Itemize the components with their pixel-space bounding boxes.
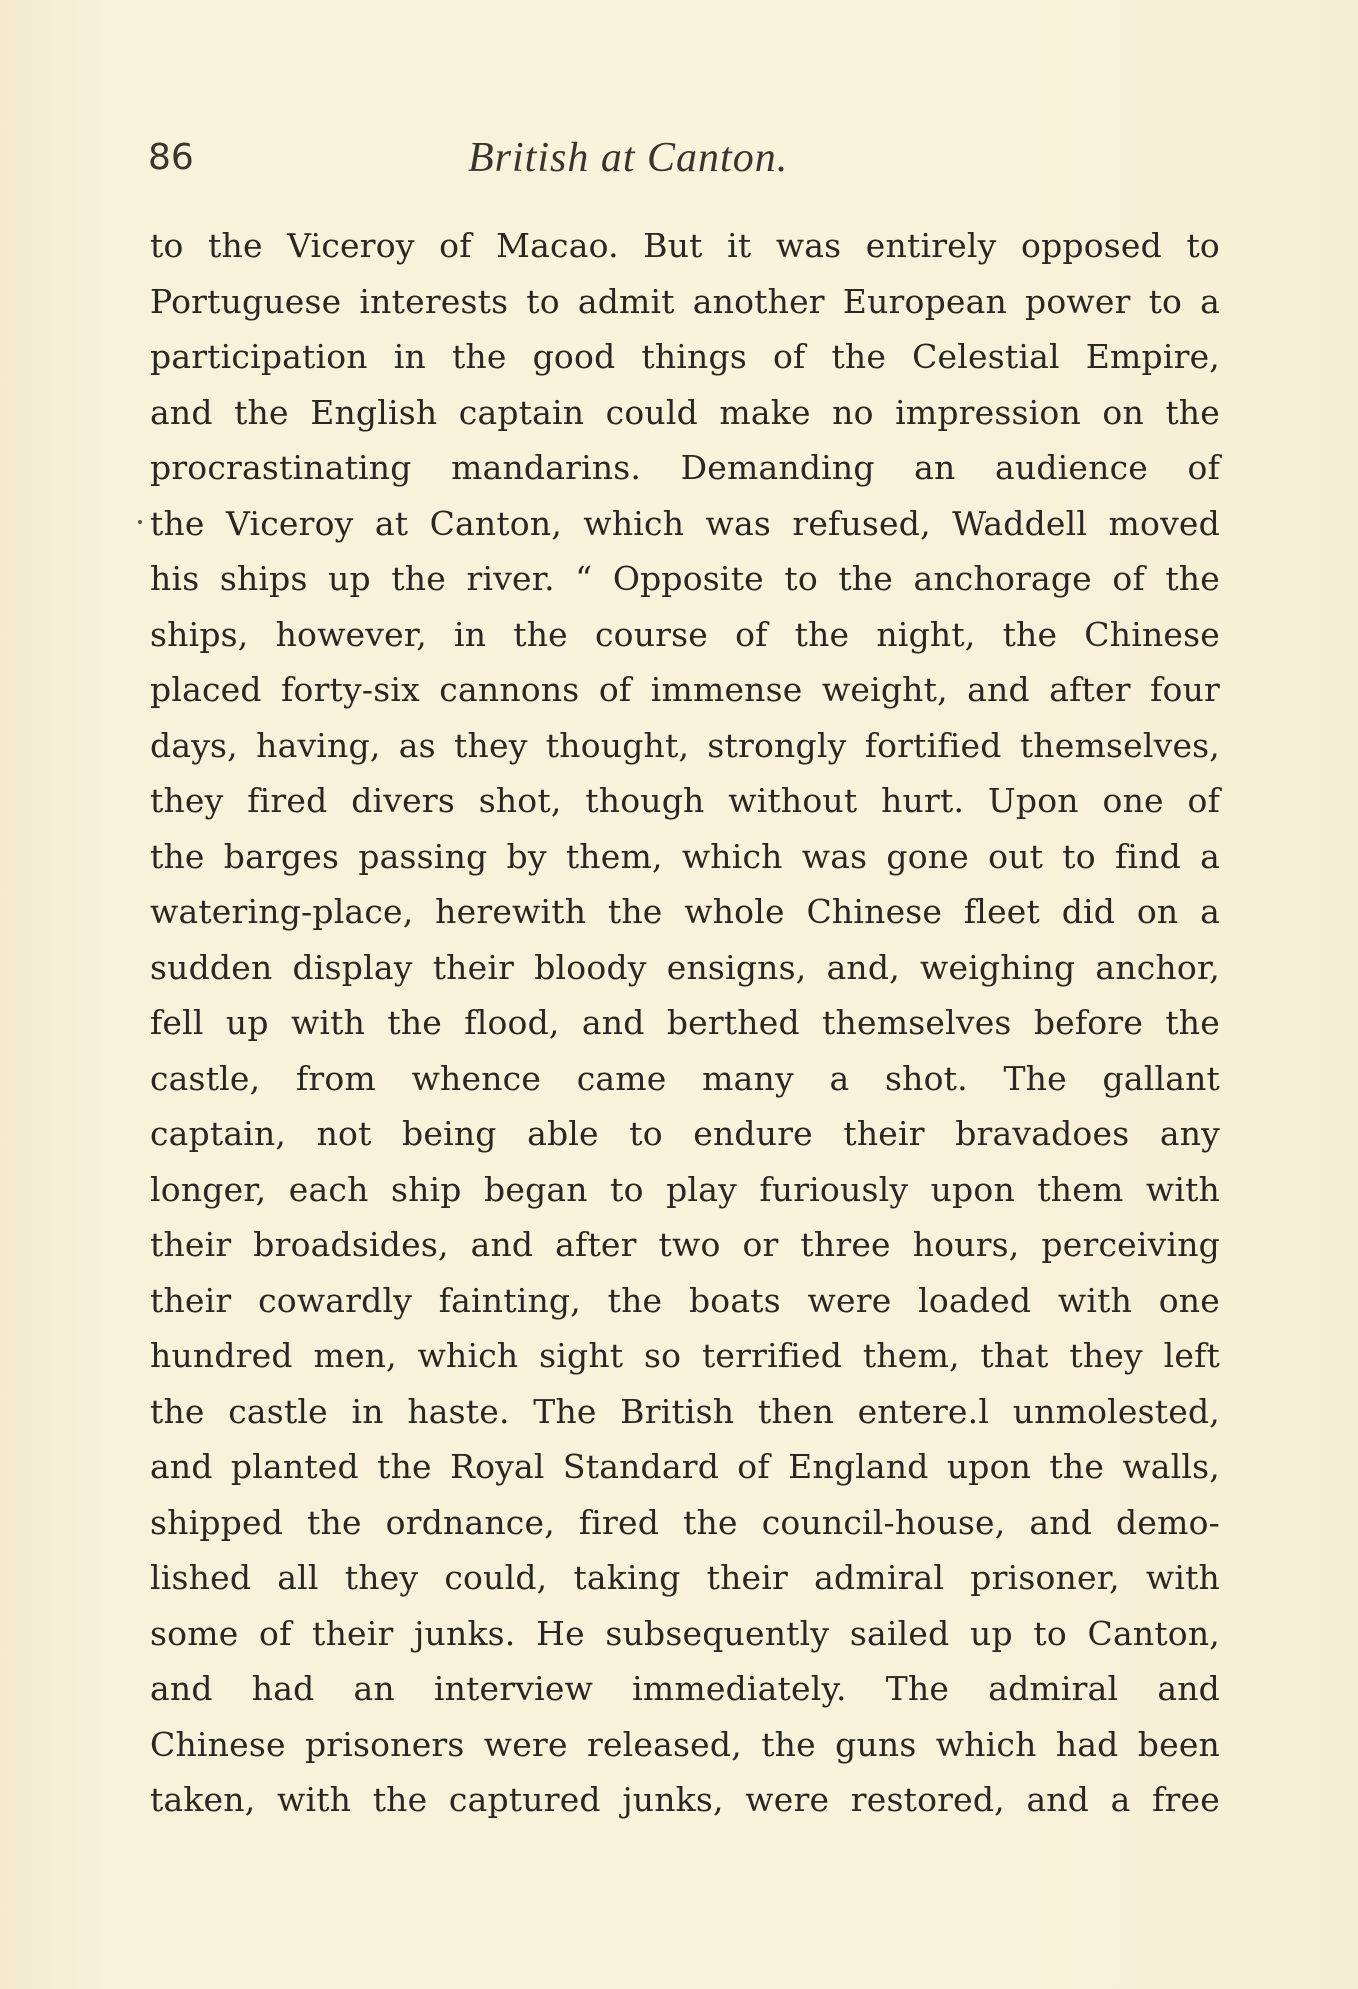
page-header bbox=[148, 128, 1210, 188]
text-line: longer, each ship began to play furiously upon them with bbox=[150, 1169, 1220, 1209]
text-line: the barges passing by them, which was gone out to find a bbox=[150, 836, 1220, 876]
text-line: ships, however, in the course of the night, the Chinese bbox=[150, 614, 1220, 654]
text-line: participation in the good things of the Celestial Empire, bbox=[150, 337, 1220, 376]
text-line: they fired divers shot, though without hurt. Upon one of bbox=[150, 781, 1220, 820]
text-line: taken, with the captured junks, were restored, and a free bbox=[150, 1780, 1220, 1819]
text-line: their broadsides, and after two or three hours, perceiving bbox=[150, 1225, 1220, 1264]
text-line: and had an interview immediately. The admiral and bbox=[150, 1669, 1220, 1708]
text-line: to the Viceroy of Macao. But it was entirely opposed to bbox=[150, 226, 1220, 265]
text-line: days, having, as they thought, strongly fortified themselves, bbox=[150, 725, 1220, 765]
text-line: lished all they could, taking their admiral prisoner, with bbox=[150, 1558, 1220, 1597]
margin-mark bbox=[138, 520, 142, 524]
text-line: hundred men, which sight so terrified them, that they left bbox=[150, 1336, 1220, 1375]
text-line: Chinese prisoners were released, the guns which had been bbox=[150, 1724, 1220, 1764]
text-line: placed forty-six cannons of immense weight, and after four bbox=[150, 670, 1220, 709]
text-line: fell up with the flood, and berthed themselves before the bbox=[150, 1003, 1220, 1042]
text-line: Portuguese interests to admit another European power to a bbox=[150, 281, 1220, 321]
page-number: 86 bbox=[148, 137, 194, 178]
running-title: British at Canton. bbox=[468, 135, 789, 181]
text-line: their cowardly fainting, the boats were loaded with one bbox=[150, 1280, 1220, 1320]
text-line: and the English captain could make no impression on the bbox=[150, 392, 1220, 432]
text-line: his ships up the river. “ Opposite to the anchorage of the bbox=[150, 559, 1220, 598]
text-line: and planted the Royal Standard of England upon the walls, bbox=[150, 1447, 1220, 1486]
text-line: the castle in haste. The British then entere.l unmolested, bbox=[150, 1391, 1220, 1431]
text-line: procrastinating mandarins. Demanding an audience of bbox=[150, 448, 1220, 487]
text-line: the Viceroy at Canton, which was refused, Waddell moved bbox=[150, 503, 1220, 543]
body-text bbox=[150, 218, 1220, 1828]
text-line: watering-place, herewith the whole Chinese fleet did on a bbox=[150, 892, 1220, 931]
text-line: some of their junks. He subsequently sailed up to Canton, bbox=[150, 1613, 1220, 1653]
text-line: captain, not being able to endure their bravadoes any bbox=[150, 1114, 1220, 1153]
text-line: sudden display their bloody ensigns, and, weighing anchor, bbox=[150, 947, 1220, 987]
text-line: shipped the ordnance, fired the council-house, and demo- bbox=[150, 1502, 1220, 1542]
text-line: castle, from whence came many a shot. The gallant bbox=[150, 1058, 1220, 1098]
